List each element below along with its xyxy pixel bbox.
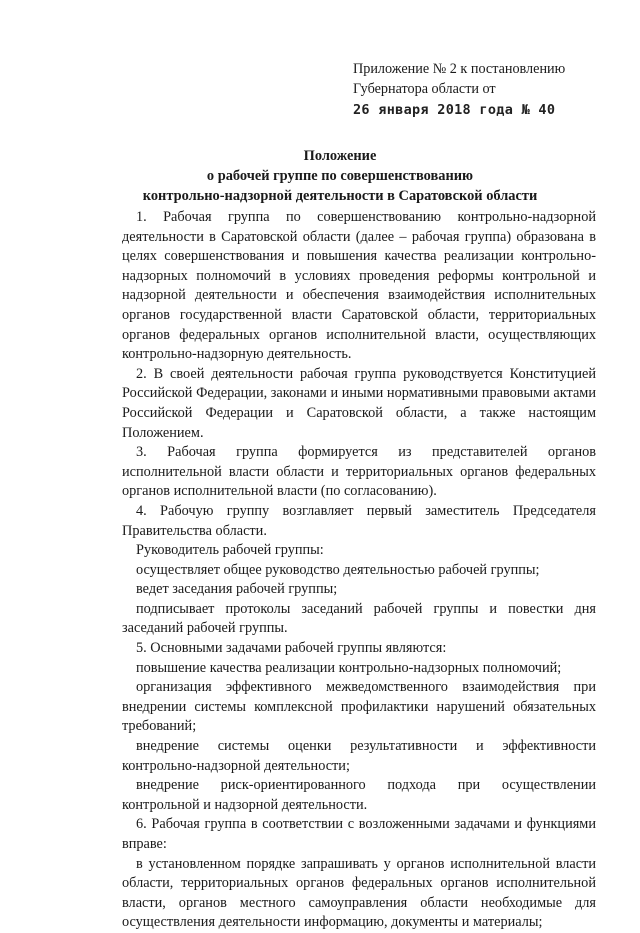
resolution-date-stamp: 26 января 2018 года № 40 [353, 102, 556, 118]
paragraph-head-duty-3: подписывает протоколы заседаний рабочей группы и повестки дня заседаний рабочей группы. [122, 600, 596, 637]
document-header [353, 59, 565, 120]
paragraph-2: 2. В своей деятельности рабочая группа руководствуется Конституцией Российской Федерации, законами и иными нормативными правовыми актами Российской Федерации и Саратовской области, а также настоящим Положением. [122, 365, 596, 441]
title-line-3: контрольно-надзорной деятельности в Саратовской области [142, 188, 538, 204]
document-body [122, 208, 596, 933]
paragraph-3: 3. Рабочая группа формируется из представителей органов исполнительной власти области и территориальных органов федеральных органов исполнительной власти (по согласованию). [122, 444, 596, 500]
paragraph-1: 1. Рабочая группа по совершенствованию контрольно-надзорной деятельности в Саратовской области (далее – рабочая группа) образована в целях совершенствования и повышения качества реализации контрольно-надзорных полномочий в условиях проведения реформы контрольной и надзорной деятельности и обеспечения взаимодействия исполнительных органов государственной власти Саратовской области, территориальных органов федеральных органов исполнительной власти, осуществляющих контрольно-надзорную деятельность. [122, 209, 596, 363]
appendix-label: Приложение № 2 к постановлению [353, 61, 566, 77]
paragraph-head-duty-1: осуществляет общее руководство деятельностью рабочей группы; [136, 561, 540, 578]
paragraph-head-of-group: Руководитель рабочей группы: [136, 542, 324, 559]
paragraph-5: 5. Основными задачами рабочей группы являются: [136, 640, 447, 657]
paragraph-task-3: внедрение системы оценки результативности и эффективности контрольно-надзорной деятельности; [122, 738, 596, 774]
paragraph-6: 6. Рабочая группа в соответствии с возложенными задачами и функциями вправе: [122, 816, 596, 852]
governor-resolution-label: Губернатора области от [353, 81, 496, 97]
paragraph-task-4: внедрение риск-ориентированного подхода при осуществлении контрольной и надзорной деятельности. [122, 777, 596, 813]
title-line-1: Положение [303, 148, 377, 164]
document-title [120, 146, 560, 206]
paragraph-task-2: организация эффективного межведомственного взаимодействия при внедрении системы комплексной профилактики нарушений обязательных требований; [122, 679, 596, 735]
paragraph-task-1: повышение качества реализации контрольно-надзорных полномочий; [136, 659, 562, 676]
title-line-2: о рабочей группе по совершенствованию [206, 168, 474, 184]
paragraph-4: 4. Рабочую группу возглавляет первый заместитель Председателя Правительства области. [122, 502, 596, 539]
paragraph-right-1: в установленном порядке запрашивать у органов исполнительной власти области, территориальных органов федеральных органов исполнительной власти, органов местного самоуправления области необходимые для осуществления деятельности информацию, документы и материалы; [122, 855, 596, 931]
paragraph-head-duty-2: ведет заседания рабочей группы; [136, 581, 338, 598]
